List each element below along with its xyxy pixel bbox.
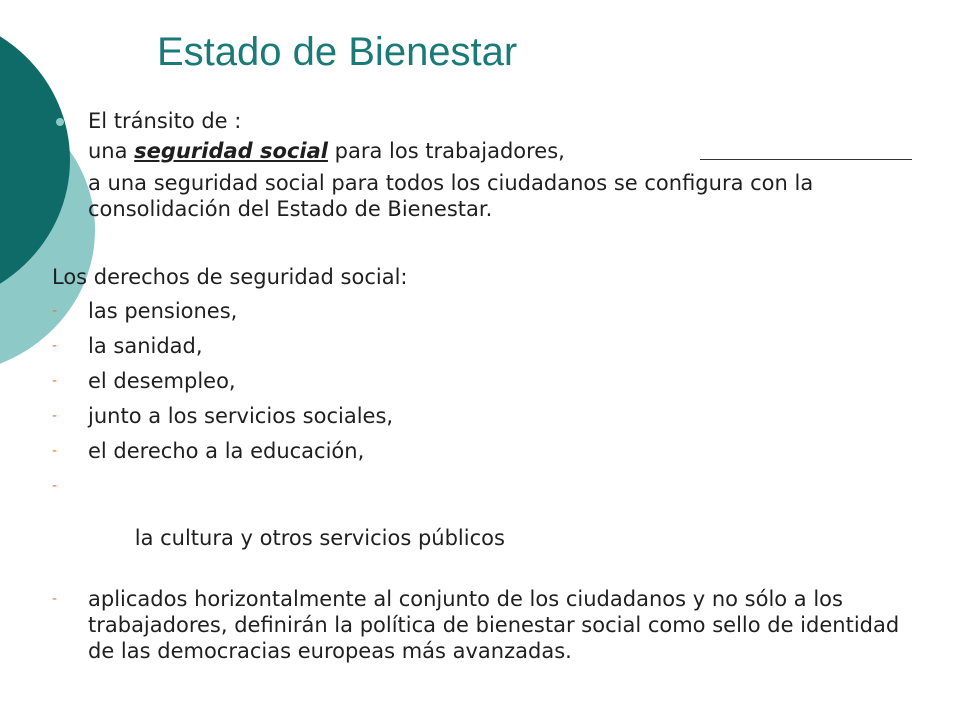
rights-item <box>52 298 932 324</box>
rights-item-text: la cultura y otros servicios públicos <box>128 526 505 550</box>
rights-item <box>52 368 932 394</box>
line3-text: a una seguridad social para todos los ciudadanos se configura con la consolidación del Estado de Bienestar. <box>88 171 814 221</box>
rights-item <box>52 586 932 664</box>
dash-marker-icon: - <box>52 408 58 424</box>
dash-marker-icon: - <box>52 373 58 389</box>
rights-item-text: el derecho a la educación, <box>88 439 365 463</box>
line2-suffix: para los trabajadores, <box>327 139 565 163</box>
rights-item <box>52 333 932 359</box>
rights-item <box>52 403 932 429</box>
rights-item-text: junto a los servicios sociales, <box>88 404 394 428</box>
line2-prefix: una <box>88 139 135 163</box>
social-security-workers-line <box>52 138 932 164</box>
rights-heading-text: Los derechos de seguridad social: <box>52 265 408 289</box>
dash-marker-icon: - <box>52 443 58 459</box>
dash-marker-icon: - <box>52 303 58 319</box>
rights-item-text: las pensiones, <box>88 299 238 323</box>
dash-marker-icon: - <box>52 338 58 354</box>
rights-item <box>52 473 932 577</box>
slide-title: Estado de Bienestar <box>157 30 518 74</box>
social-security-citizens-line <box>52 170 932 222</box>
seguridad-social-emphasis: seguridad social <box>134 139 328 163</box>
intro-line <box>52 108 932 134</box>
dash-marker-icon: - <box>52 591 58 607</box>
rights-item-text: el desempleo, <box>88 369 236 393</box>
rights-heading <box>52 264 932 290</box>
rights-item <box>52 438 932 464</box>
intro-text: El tránsito de : <box>88 109 242 133</box>
rights-item-text: la sanidad, <box>88 334 203 358</box>
bullet-dot-icon <box>56 118 64 126</box>
dash-marker-icon: - <box>52 478 58 494</box>
rights-item-text: aplicados horizontalmente al conjunto de los ciudadanos y no sólo a los trabajadores, definirán la política de bienestar social como sello de identidad de las democracias europeas más avanzadas. <box>88 587 900 663</box>
slide-body <box>52 108 932 664</box>
